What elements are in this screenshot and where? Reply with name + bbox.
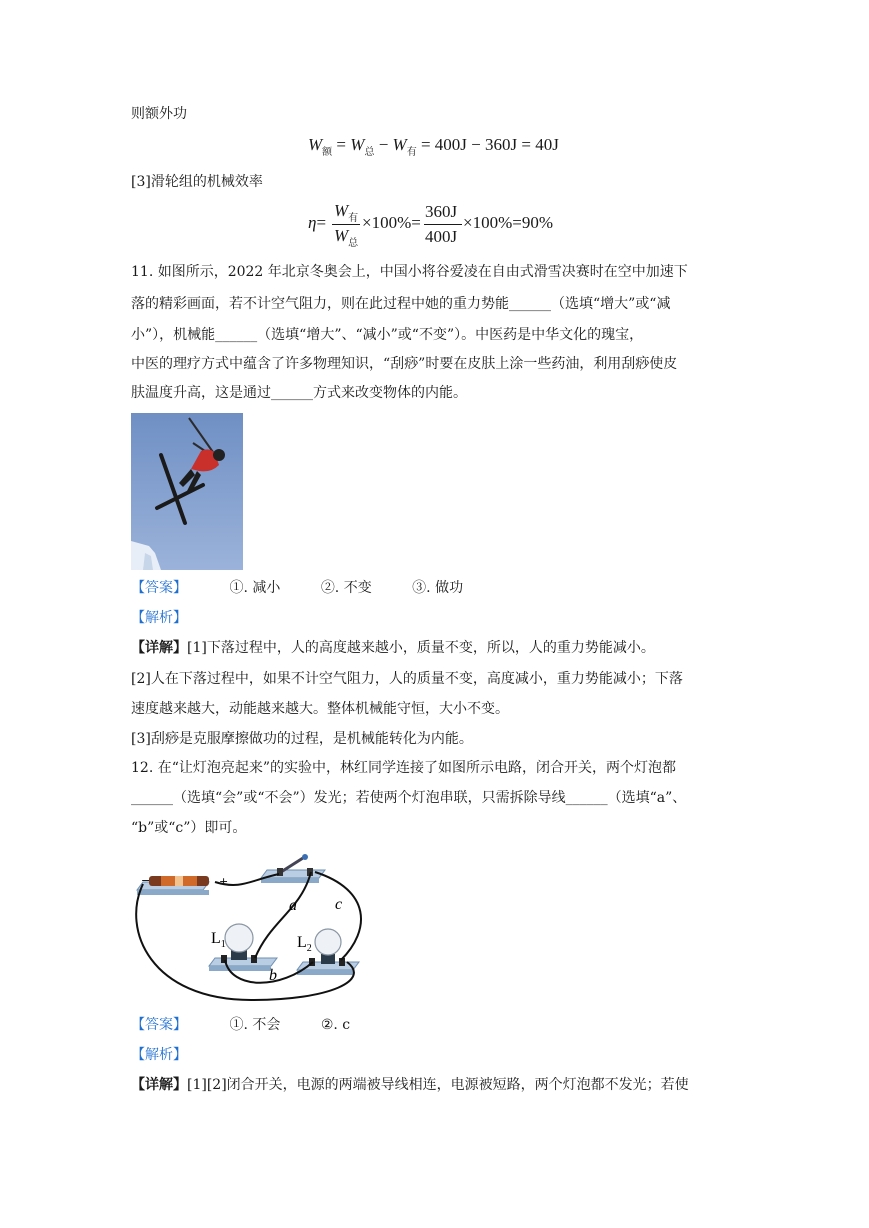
lamp-label-l2: $L_2$ <box>297 934 312 954</box>
answer-option: ①. 不会 <box>229 1017 281 1033</box>
text-line: 则额外功 <box>131 106 187 122</box>
battery-plus: + <box>219 875 229 888</box>
answer-option: ②. c <box>320 1017 351 1033</box>
answer-label: 【答案】 <box>131 1017 187 1033</box>
question-11-line: 11. 如图所示，2022 年北京冬奥会上，中国小将谷爱凌在自由式滑雪决赛时在空中加速下 <box>131 264 688 280</box>
question-12-line: ______（选填“会”或“不会”）发光；若使两个灯泡串联，只需拆除导线______（选填“a”、 <box>131 790 687 806</box>
question-11-line: 落的精彩画面，若不计空气阻力，则在此过程中她的重力势能______（选填“增大”或“减 <box>131 296 671 312</box>
detail-line: [3]刮痧是克服摩擦做功的过程，是机械能转化为内能。 <box>131 731 473 747</box>
analysis-label: 【解析】 <box>131 1047 187 1063</box>
equation-extra-work: $W_额 = W_总 - W_有 = 400J - 360J = 40J$ <box>308 135 559 158</box>
answer-row-11 <box>131 578 463 598</box>
lamp-label-l1: $L_1$ <box>211 930 226 950</box>
detail-line: 【详解】[1]下落过程中，人的高度越来越小，质量不变，所以，人的重力势能减小。 <box>131 640 655 656</box>
wire-label-c: c <box>335 896 343 913</box>
detail-line: 【详解】[1][2]闭合开关，电源的两端被导线相连，电源被短路，两个灯泡都不发光；若使 <box>131 1077 689 1093</box>
wire-label-b: b <box>269 967 277 984</box>
analysis-label: 【解析】 <box>131 610 187 626</box>
answer-option: ③. 做功 <box>412 580 464 596</box>
circuit-diagram <box>131 850 363 1006</box>
detail-label: 【详解】 <box>131 640 187 656</box>
answer-row-12 <box>131 1015 350 1035</box>
question-11-line: 小”），机械能______（选填“增大”、“减小”或“不变”）。中医药是中华文化的瑰宝， <box>131 327 644 343</box>
question-11-line: 中医的理疗方式中蕴含了许多物理知识，“刮痧”时要在皮肤上涂一些药油，利用刮痧使皮 <box>131 356 678 372</box>
detail-line: 速度越来越大，动能越来越大。整体机械能守恒，大小不变。 <box>131 701 509 717</box>
question-12-line: 12. 在“让灯泡亮起来”的实验中，林红同学连接了如图所示电路，闭合开关，两个灯泡都 <box>131 760 677 776</box>
wire-label-a: a <box>289 897 297 914</box>
answer-option: ①. 减小 <box>229 580 281 596</box>
answer-label: 【答案】 <box>131 580 187 596</box>
detail-line: [2]人在下落过程中，如果不计空气阻力，人的质量不变，高度减小，重力势能减小；下落 <box>131 671 683 687</box>
skier-photo <box>131 413 243 570</box>
question-11-line: 肤温度升高，这是通过______方式来改变物体的内能。 <box>131 385 467 401</box>
question-12-line: “b”或“c”）即可。 <box>131 820 247 836</box>
battery-minus: − <box>141 874 151 887</box>
text-line: [3]滑轮组的机械效率 <box>131 174 263 190</box>
detail-label: 【详解】 <box>131 1077 187 1093</box>
answer-option: ②. 不变 <box>320 580 372 596</box>
